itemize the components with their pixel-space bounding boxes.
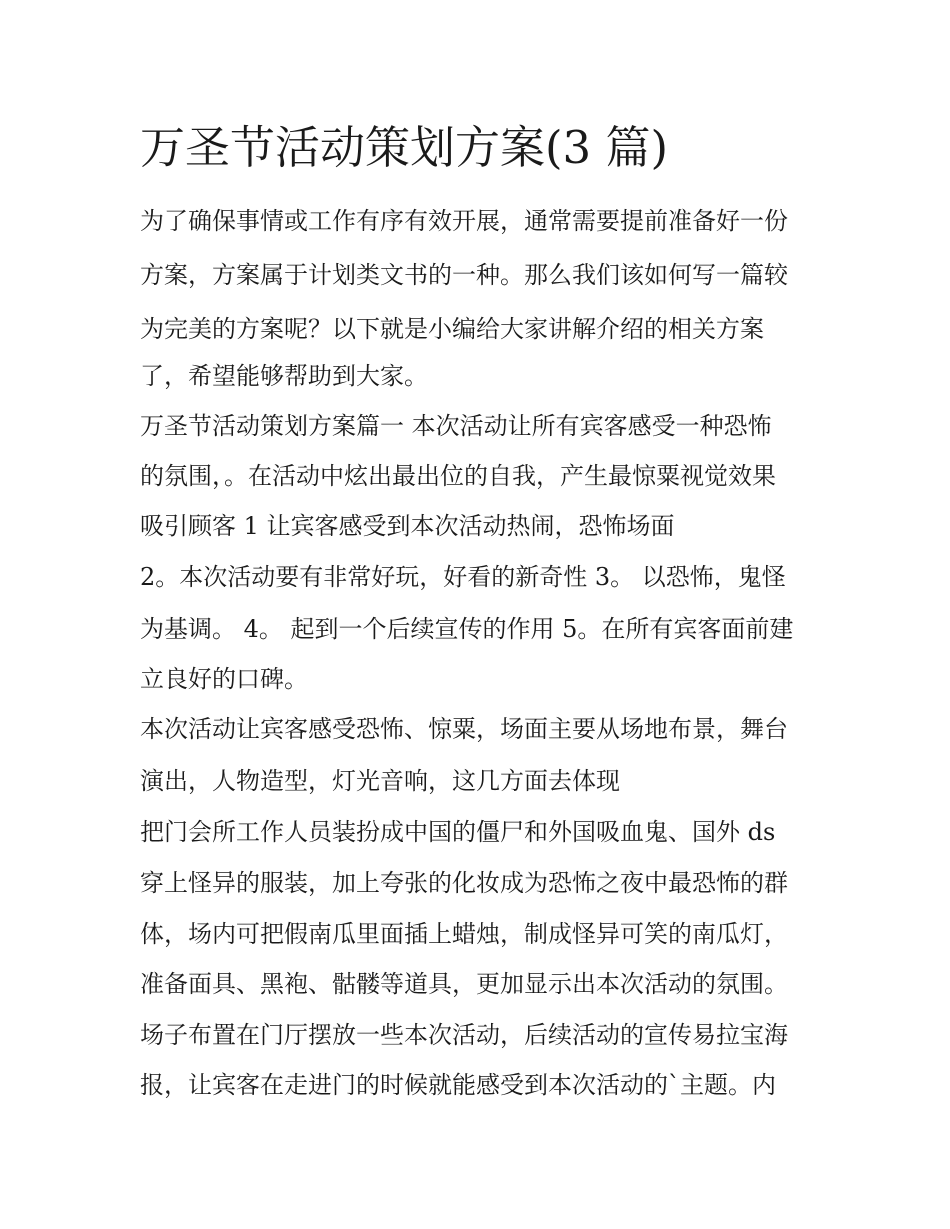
body-line-18: 报，让宾客在走进门的时候就能感受到本次活动的`主题。内 <box>140 1071 776 1099</box>
body-line-8: 2。本次活动要有非常好玩，好看的新奇性 3。 以恐怖，鬼怪 <box>140 563 786 591</box>
body-line-3: 为完美的方案呢？以下就是小编给大家讲解介绍的相关方案 <box>140 315 764 343</box>
body-line-14: 穿上怪异的服装，加上夸张的化妆成为恐怖之夜中最恐怖的群 <box>140 869 788 897</box>
body-line-10: 立良好的口碑。 <box>140 665 308 693</box>
body-line-6: 的氛围，。在活动中炫出最出位的自我，产生最惊粟视觉效果 <box>140 462 776 490</box>
body-line-11: 本次活动让宾客感受恐怖、惊粟，场面主要从场地布景，舞台 <box>140 715 788 743</box>
body-line-9: 为基调。 4。 起到一个后续宣传的作用 5。在所有宾客面前建 <box>140 615 794 643</box>
body-line-7: 吸引顾客 1 让宾客感受到本次活动热闹，恐怖场面 <box>140 512 675 540</box>
body-line-15: 体，场内可把假南瓜里面插上蜡烛，制成怪异可笑的南瓜灯， <box>140 920 788 948</box>
body-line-2: 方案，方案属于计划类文书的一种。那么我们该如何写一篇较 <box>140 261 788 289</box>
body-line-4: 了，希望能够帮助到大家。 <box>140 362 428 390</box>
body-line-17: 场子布置在门厅摆放一些本次活动，后续活动的宣传易拉宝海 <box>140 1021 788 1049</box>
body-line-12: 演出，人物造型，灯光音响，这几方面去体现 <box>140 767 620 795</box>
body-line-16: 准备面具、黑袍、骷髅等道具，更加显示出本次活动的氛围。 <box>140 970 788 998</box>
body-line-5: 万圣节活动策划方案篇一 本次活动让所有宾客感受一种恐怖 <box>140 412 772 440</box>
body-line-13: 把门会所工作人员装扮成中国的僵尸和外国吸血鬼、国外 ds <box>140 818 776 846</box>
body-line-1: 为了确保事情或工作有序有效开展，通常需要提前准备好一份 <box>140 207 788 235</box>
page-title: 万圣节活动策划方案(3 篇) <box>140 121 669 174</box>
